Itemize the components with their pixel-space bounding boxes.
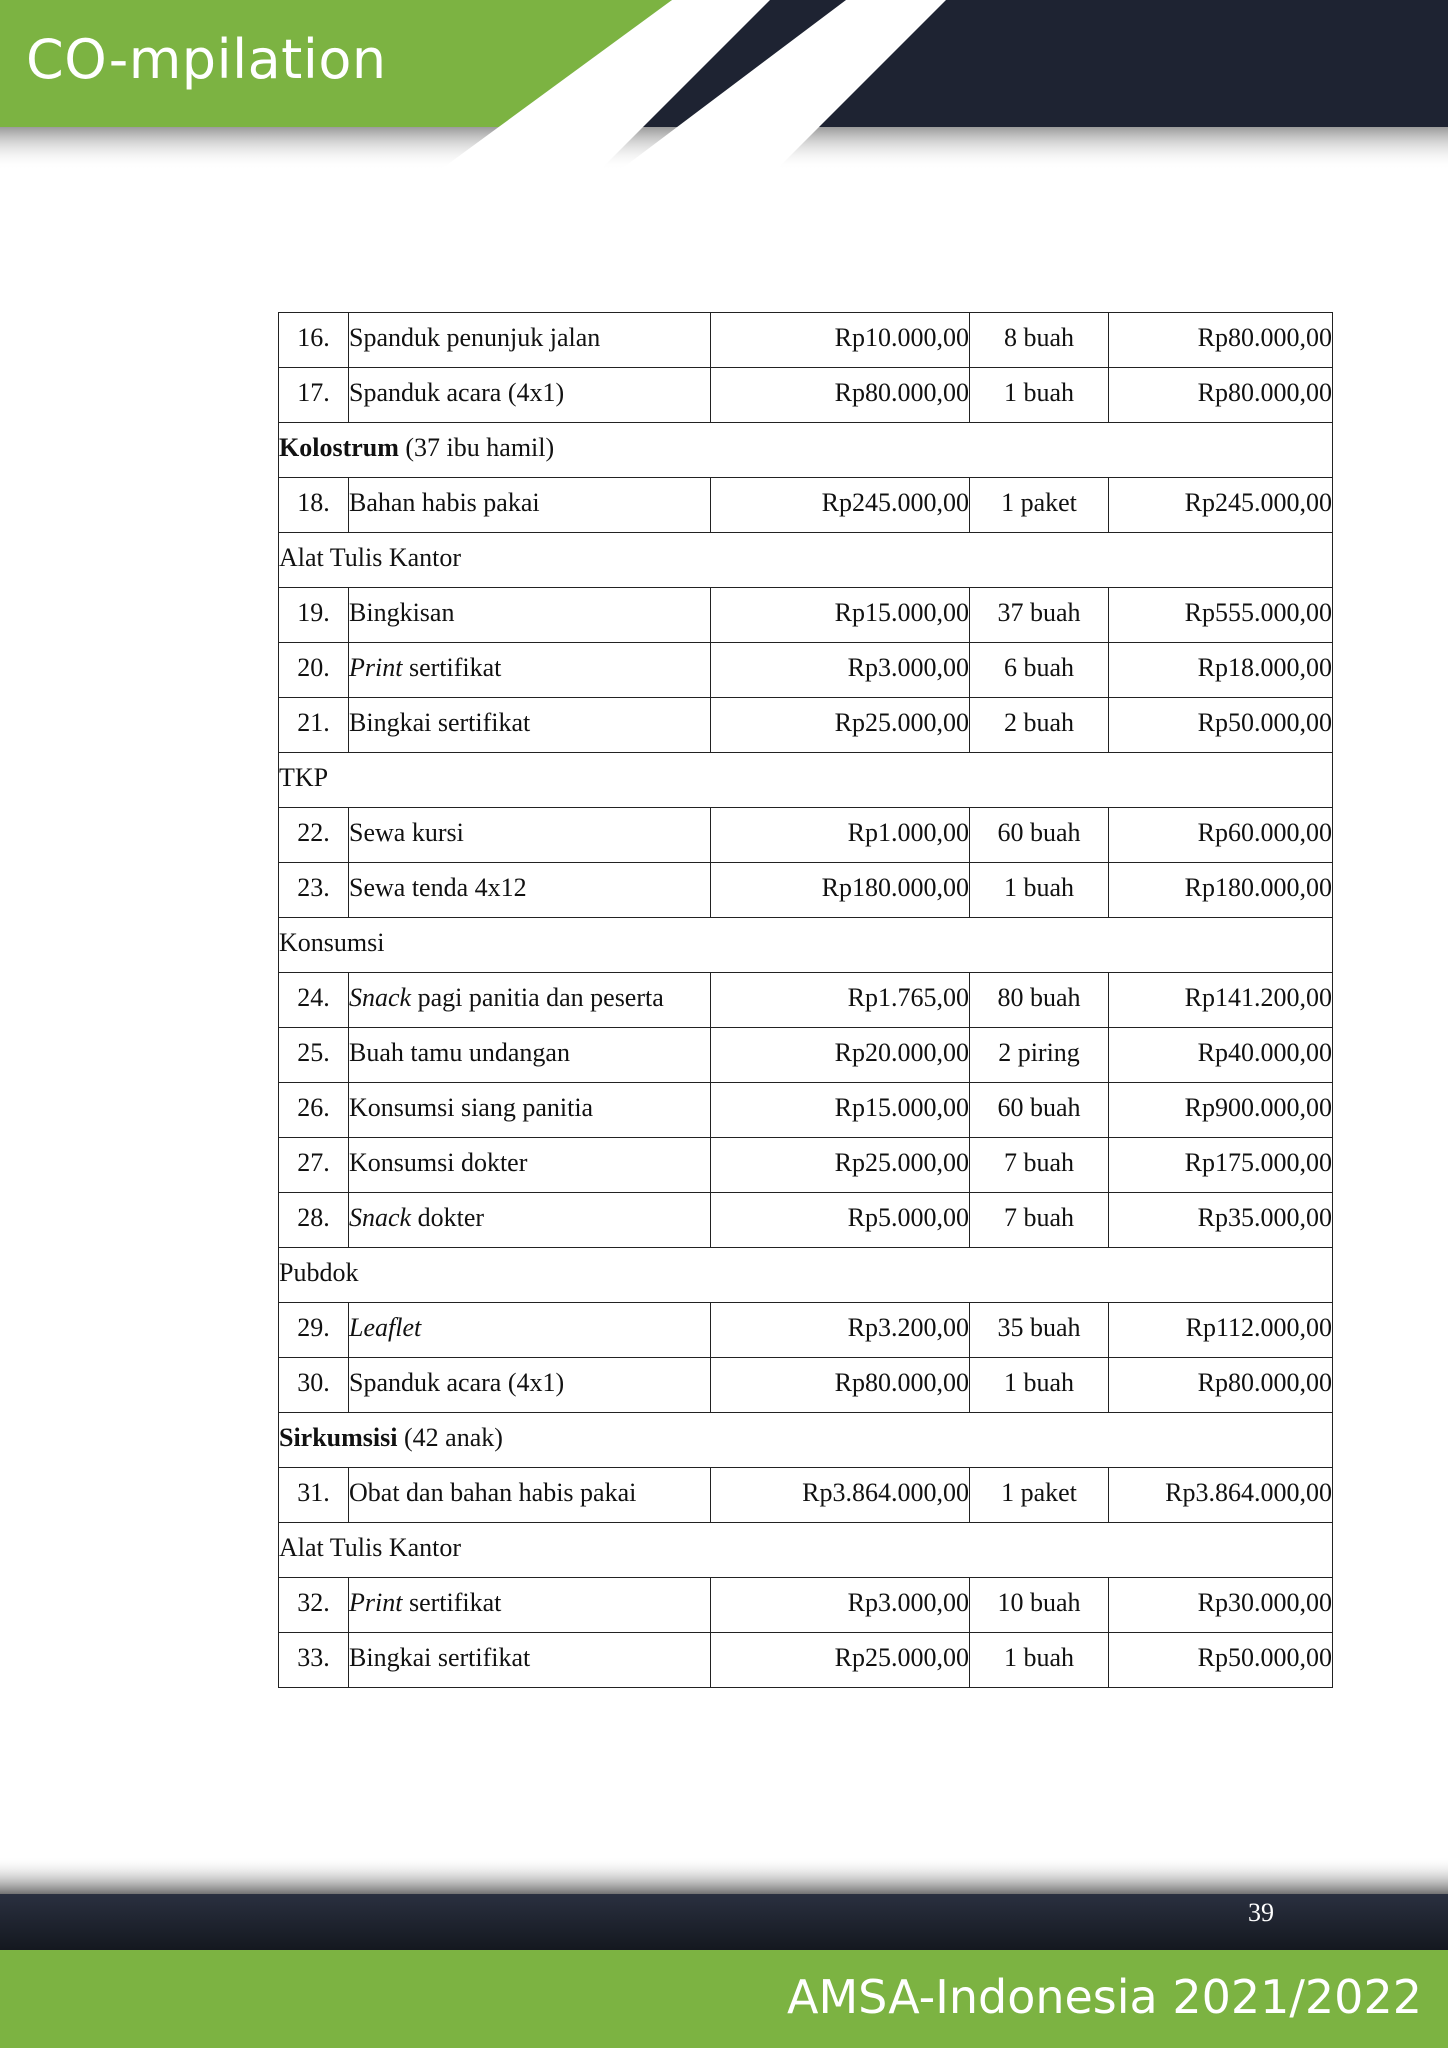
section-label: [279, 753, 1333, 808]
item-description: [349, 863, 711, 918]
quantity: 60 buah: [970, 808, 1109, 863]
section-label: [279, 1523, 1333, 1578]
unit-price: Rp20.000,00: [711, 1028, 970, 1083]
item-description-text: Bahan habis pakai: [349, 488, 540, 517]
table-row: [279, 643, 1333, 698]
section-title: Sirkumsisi: [279, 1423, 398, 1452]
total-price: Rp80.000,00: [1109, 368, 1333, 423]
item-description-text: Bingkai sertifikat: [349, 1643, 531, 1672]
item-description-text: Spanduk penunjuk jalan: [349, 323, 601, 352]
item-description-italic: Snack: [349, 983, 412, 1012]
item-description-text: Buah tamu undangan: [349, 1038, 570, 1067]
table-row: [279, 808, 1333, 863]
item-description-italic: Snack: [349, 1203, 412, 1232]
total-price: Rp50.000,00: [1109, 1633, 1333, 1688]
total-price: Rp141.200,00: [1109, 973, 1333, 1028]
total-price: Rp50.000,00: [1109, 698, 1333, 753]
item-number: 24.: [279, 973, 349, 1028]
quantity: 6 buah: [970, 643, 1109, 698]
item-number: 19.: [279, 588, 349, 643]
total-price: Rp30.000,00: [1109, 1578, 1333, 1633]
quantity: 2 piring: [970, 1028, 1109, 1083]
unit-price: Rp25.000,00: [711, 1138, 970, 1193]
quantity: 80 buah: [970, 973, 1109, 1028]
unit-price: Rp15.000,00: [711, 588, 970, 643]
section-text: Pubdok: [279, 1258, 359, 1287]
quantity: 7 buah: [970, 1138, 1109, 1193]
table-row: [279, 1633, 1333, 1688]
item-description-text: Sewa kursi: [349, 818, 464, 847]
table-row: [279, 1303, 1333, 1358]
item-number: 25.: [279, 1028, 349, 1083]
unit-price: Rp1.000,00: [711, 808, 970, 863]
quantity: 35 buah: [970, 1303, 1109, 1358]
total-price: Rp80.000,00: [1109, 1358, 1333, 1413]
item-description: [349, 478, 711, 533]
table-row: [279, 1193, 1333, 1248]
table-row: [279, 973, 1333, 1028]
section-row: [279, 1523, 1333, 1578]
quantity: 37 buah: [970, 588, 1109, 643]
unit-price: Rp80.000,00: [711, 368, 970, 423]
table-row: [279, 863, 1333, 918]
unit-price: Rp3.864.000,00: [711, 1468, 970, 1523]
total-price: Rp900.000,00: [1109, 1083, 1333, 1138]
item-description-text: Spanduk acara (4x1): [349, 1368, 565, 1397]
quantity: 8 buah: [970, 313, 1109, 368]
item-description-text: Konsumsi dokter: [349, 1148, 528, 1177]
item-number: 16.: [279, 313, 349, 368]
item-description-text: pagi panitia dan peserta: [411, 983, 664, 1012]
item-description-italic: Leaflet: [349, 1313, 422, 1342]
total-price: Rp35.000,00: [1109, 1193, 1333, 1248]
item-description-text: Spanduk acara (4x1): [349, 378, 565, 407]
item-number: 33.: [279, 1633, 349, 1688]
total-price: Rp112.000,00: [1109, 1303, 1333, 1358]
item-description: [349, 368, 711, 423]
section-row: [279, 1248, 1333, 1303]
item-description: [349, 1358, 711, 1413]
item-description: [349, 1303, 711, 1358]
table-row: [279, 368, 1333, 423]
quantity: 1 paket: [970, 478, 1109, 533]
item-number: 28.: [279, 1193, 349, 1248]
table-row: [279, 588, 1333, 643]
section-label: [279, 918, 1333, 973]
item-number: 27.: [279, 1138, 349, 1193]
item-description-text: dokter: [411, 1203, 485, 1232]
brand-title: CO-mpilation: [26, 28, 387, 91]
item-number: 32.: [279, 1578, 349, 1633]
quantity: 1 buah: [970, 368, 1109, 423]
page-number: 39: [1248, 1898, 1274, 1927]
section-text: (37 ibu hamil): [398, 433, 555, 462]
item-description: [349, 1468, 711, 1523]
item-description-text: Sewa tenda 4x12: [349, 873, 527, 902]
total-price: Rp18.000,00: [1109, 643, 1333, 698]
section-label: [279, 1413, 1333, 1468]
item-description: [349, 1193, 711, 1248]
item-number: 18.: [279, 478, 349, 533]
total-price: Rp245.000,00: [1109, 478, 1333, 533]
unit-price: Rp3.000,00: [711, 1578, 970, 1633]
table-row: [279, 1578, 1333, 1633]
unit-price: Rp80.000,00: [711, 1358, 970, 1413]
section-row: [279, 423, 1333, 478]
section-text: Alat Tulis Kantor: [279, 543, 462, 572]
item-description-text: Obat dan bahan habis pakai: [349, 1478, 637, 1507]
quantity: 1 buah: [970, 1633, 1109, 1688]
unit-price: Rp25.000,00: [711, 698, 970, 753]
item-description: [349, 808, 711, 863]
table-row: [279, 478, 1333, 533]
item-number: 21.: [279, 698, 349, 753]
table-row: [279, 698, 1333, 753]
total-price: Rp60.000,00: [1109, 808, 1333, 863]
unit-price: Rp3.000,00: [711, 643, 970, 698]
item-description-text: Bingkai sertifikat: [349, 708, 531, 737]
section-row: [279, 1413, 1333, 1468]
section-row: [279, 753, 1333, 808]
item-description: [349, 643, 711, 698]
item-number: 29.: [279, 1303, 349, 1358]
table-row: [279, 1083, 1333, 1138]
unit-price: Rp3.200,00: [711, 1303, 970, 1358]
unit-price: Rp15.000,00: [711, 1083, 970, 1138]
item-description: [349, 1138, 711, 1193]
item-number: 23.: [279, 863, 349, 918]
total-price: Rp3.864.000,00: [1109, 1468, 1333, 1523]
total-price: Rp555.000,00: [1109, 588, 1333, 643]
item-number: 31.: [279, 1468, 349, 1523]
table-row: [279, 1358, 1333, 1413]
total-price: Rp40.000,00: [1109, 1028, 1333, 1083]
budget-table: [278, 312, 1333, 1688]
item-number: 20.: [279, 643, 349, 698]
item-description-italic: Print: [349, 1588, 403, 1617]
event-title: AMSA-Indonesia 2021/2022: [787, 1970, 1422, 2024]
unit-price: Rp1.765,00: [711, 973, 970, 1028]
item-description-text: Konsumsi siang panitia: [349, 1093, 594, 1122]
item-description: [349, 313, 711, 368]
section-label: [279, 533, 1333, 588]
section-text: Alat Tulis Kantor: [279, 1533, 462, 1562]
table-row: [279, 1468, 1333, 1523]
section-text: Konsumsi: [279, 928, 385, 957]
item-description-text: Bingkisan: [349, 598, 455, 627]
item-description: [349, 698, 711, 753]
unit-price: Rp180.000,00: [711, 863, 970, 918]
table-row: [279, 1028, 1333, 1083]
section-row: [279, 918, 1333, 973]
section-label: [279, 1248, 1333, 1303]
item-description-italic: Print: [349, 653, 403, 682]
item-number: 30.: [279, 1358, 349, 1413]
item-description: [349, 1083, 711, 1138]
unit-price: Rp5.000,00: [711, 1193, 970, 1248]
quantity: 7 buah: [970, 1193, 1109, 1248]
unit-price: Rp245.000,00: [711, 478, 970, 533]
total-price: Rp80.000,00: [1109, 313, 1333, 368]
quantity: 1 paket: [970, 1468, 1109, 1523]
section-label: [279, 423, 1333, 478]
table-row: [279, 1138, 1333, 1193]
item-number: 22.: [279, 808, 349, 863]
quantity: 2 buah: [970, 698, 1109, 753]
item-description: [349, 1633, 711, 1688]
section-text: TKP: [279, 763, 329, 792]
item-description-text: sertifikat: [402, 653, 502, 682]
item-description-text: sertifikat: [402, 1588, 502, 1617]
total-price: Rp180.000,00: [1109, 863, 1333, 918]
unit-price: Rp10.000,00: [711, 313, 970, 368]
total-price: Rp175.000,00: [1109, 1138, 1333, 1193]
quantity: 10 buah: [970, 1578, 1109, 1633]
budget-table-body: [279, 313, 1333, 1688]
page-header: [0, 0, 1448, 175]
item-description: [349, 1578, 711, 1633]
item-number: 26.: [279, 1083, 349, 1138]
item-number: 17.: [279, 368, 349, 423]
quantity: 1 buah: [970, 1358, 1109, 1413]
section-row: [279, 533, 1333, 588]
table-row: [279, 313, 1333, 368]
quantity: 60 buah: [970, 1083, 1109, 1138]
item-description: [349, 588, 711, 643]
quantity: 1 buah: [970, 863, 1109, 918]
item-description: [349, 973, 711, 1028]
section-text: (42 anak): [397, 1423, 503, 1452]
unit-price: Rp25.000,00: [711, 1633, 970, 1688]
item-description: [349, 1028, 711, 1083]
section-title: Kolostrum: [279, 433, 399, 462]
